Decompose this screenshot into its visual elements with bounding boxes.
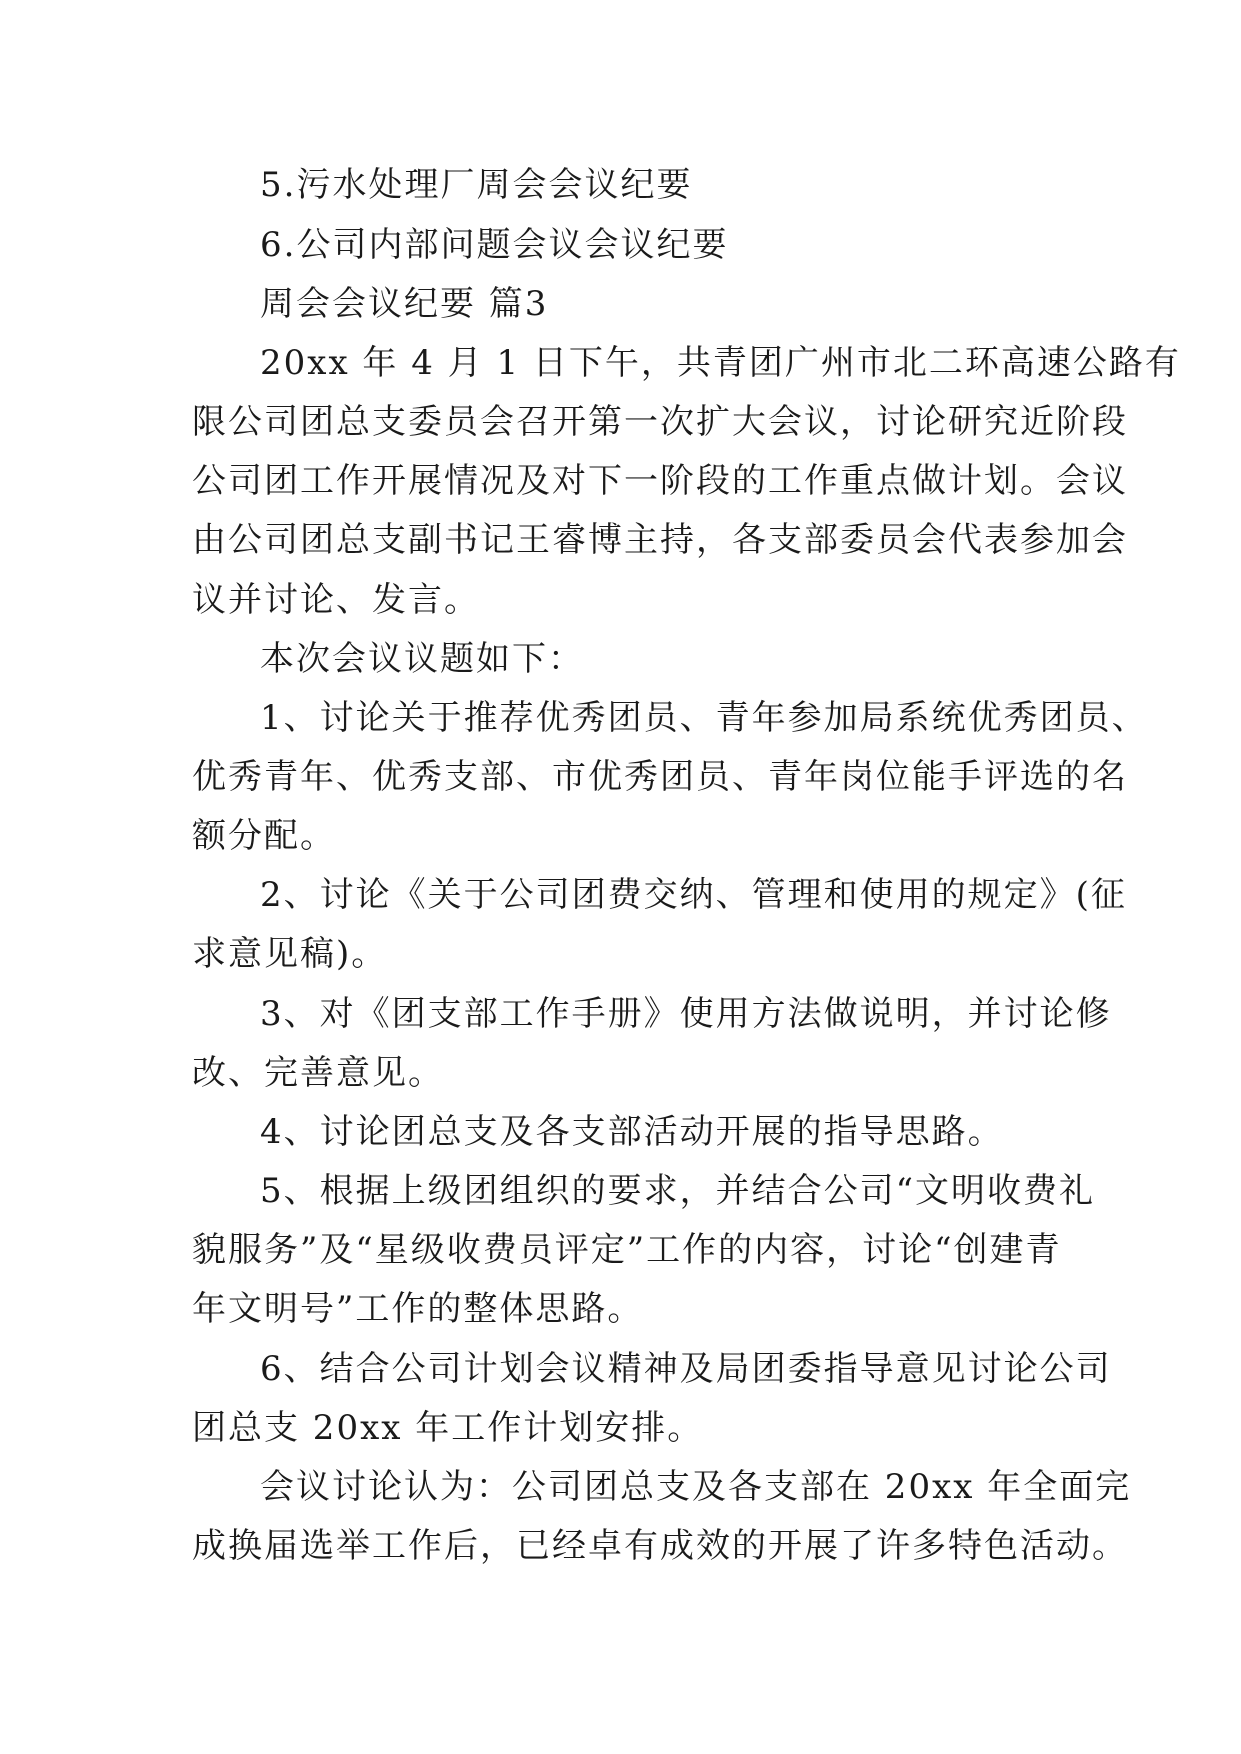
conclusion-line: 会议讨论认为：公司团总支及各支部在 20xx 年全面完 [260,1467,1132,1507]
paragraph-line: 议并讨论、发言。 [192,580,480,620]
agenda-item-1-continued: 额分配。 [192,816,336,856]
agenda-item-1: 1、讨论关于推荐优秀团员、青年参加局系统优秀团员、 [260,698,1148,738]
paragraph-line: 公司团工作开展情况及对下一阶段的工作重点做计划。会议 [192,461,1128,501]
agenda-item-3: 3、对《团支部工作手册》使用方法做说明，并讨论修 [260,994,1112,1034]
paragraph-line: 由公司团总支副书记王睿博主持，各支部委员会代表参加会 [192,520,1128,560]
agenda-item-5-continued: 貌服务”及“星级收费员评定”工作的内容，讨论“创建青 [192,1230,1062,1270]
agenda-item-6: 6、结合公司计划会议精神及局团委指导意见讨论公司 [260,1349,1112,1389]
agenda-item-5-continued: 年文明号”工作的整体思路。 [192,1289,644,1329]
section-heading: 周会会议纪要 篇3 [260,284,549,324]
agenda-item-2-continued: 求意见稿)。 [192,934,388,974]
paragraph-line: 限公司团总支委员会召开第一次扩大会议，讨论研究近阶段 [192,402,1128,442]
paragraph-line: 20xx 年 4 月 1 日下午，共青团广州市北二环高速公路有 [260,343,1181,383]
agenda-item-5: 5、根据上级团组织的要求，并结合公司“文明收费礼 [260,1171,1096,1211]
agenda-item-1-continued: 优秀青年、优秀支部、市优秀团员、青年岗位能手评选的名 [192,757,1128,797]
conclusion-line: 成换届选举工作后，已经卓有成效的开展了许多特色活动。 [192,1526,1128,1566]
agenda-item-2: 2、讨论《关于公司团费交纳、管理和使用的规定》(征 [260,875,1127,915]
list-item-5: 5.污水处理厂周会会议纪要 [260,165,693,205]
agenda-item-3-continued: 改、完善意见。 [192,1053,444,1093]
agenda-item-6-continued: 团总支 20xx 年工作计划安排。 [192,1408,704,1448]
agenda-item-4: 4、讨论团总支及各支部活动开展的指导思路。 [260,1112,1004,1152]
agenda-intro: 本次会议议题如下： [260,639,584,679]
list-item-6: 6.公司内部问题会议会议纪要 [260,225,729,265]
